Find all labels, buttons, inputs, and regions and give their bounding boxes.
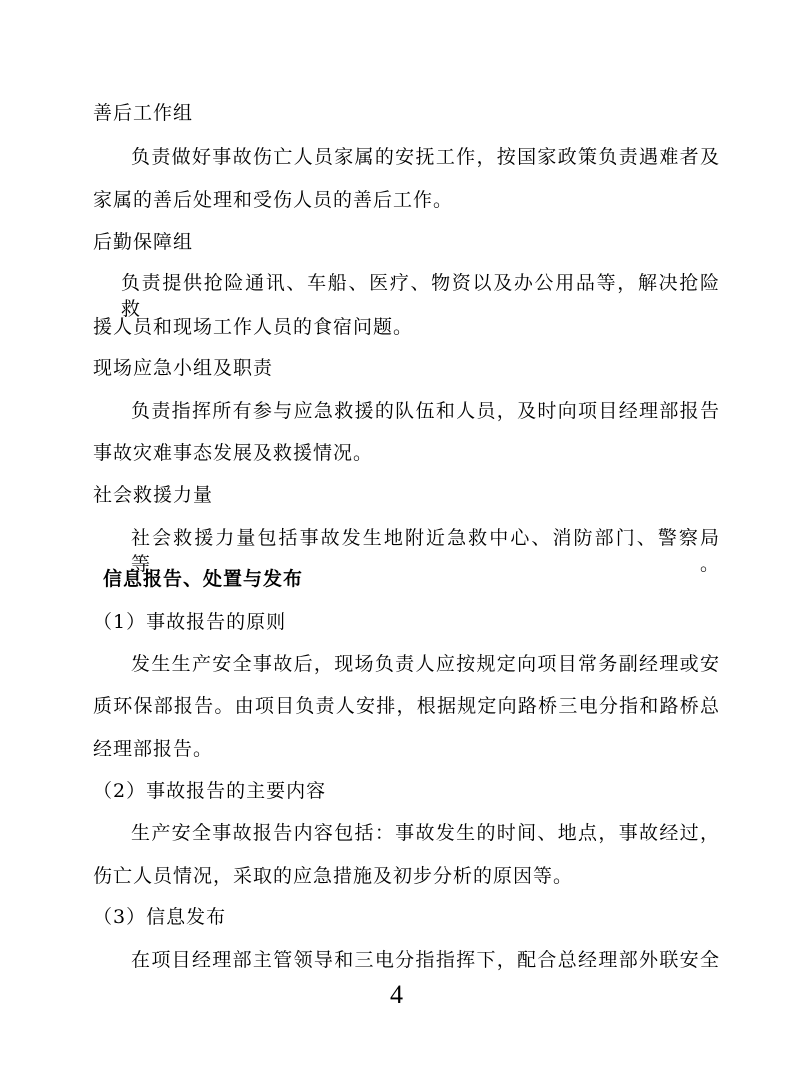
subsection-heading-content: （2）事故报告的主要内容 xyxy=(93,780,327,802)
paragraph-line: 发生生产安全事故后，现场负责人应按规定向项目常务副经理或安 xyxy=(131,653,720,675)
paragraph-line: 生产安全事故报告内容包括：事故发生的时间、地点，事故经过， xyxy=(131,822,720,844)
paragraph-line: 伤亡人员情况，采取的应急措施及初步分析的原因等。 xyxy=(93,865,574,887)
paragraph-line: 质环保部报告。由项目负责人安排，根据规定向路桥三电分指和路桥总 xyxy=(93,695,720,717)
paragraph-line: 事故灾难事态发展及救援情况。 xyxy=(93,442,374,464)
section-heading-onsite: 现场应急小组及职责 xyxy=(93,357,274,379)
paragraph-line: 负责做好事故伤亡人员家属的安抚工作，按国家政策负责遇难者及 xyxy=(131,146,720,168)
paragraph-line: 援人员和现场工作人员的食宿问题。 xyxy=(93,316,414,338)
paragraph-line: 在项目经理部主管领导和三电分指指挥下，配合总经理部外联安全 xyxy=(131,949,720,971)
section-heading-logistics: 后勤保障组 xyxy=(93,231,194,253)
subsection-heading-principle: （1）事故报告的原则 xyxy=(93,611,287,633)
paragraph-line: 家属的善后处理和受伤人员的善后工作。 xyxy=(93,189,454,211)
subsection-heading-release: （3）信息发布 xyxy=(93,906,227,928)
paragraph-line: 负责指挥所有参与应急救援的队伍和人员，及时向项目经理部报告 xyxy=(131,400,720,422)
paragraph-line: 负责提供抢险通讯、车船、医疗、物资以及办公用品等，解决抢险救 xyxy=(121,272,720,320)
paragraph-line: 经理部报告。 xyxy=(93,738,214,760)
paragraph-line: 社会救援力量包括事故发生地附近急救中心、消防部门、警察局等。 xyxy=(131,527,720,575)
page-number: 4 xyxy=(390,980,403,1009)
section-heading-info-report: 信息报告、处置与发布 xyxy=(103,568,304,590)
section-heading-aftercare: 善后工作组 xyxy=(93,102,194,124)
section-heading-social: 社会救援力量 xyxy=(93,484,214,506)
